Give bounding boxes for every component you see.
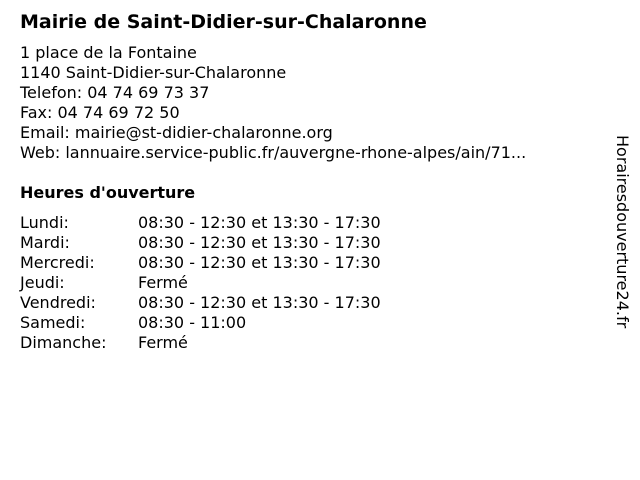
day-label: Mardi: xyxy=(20,233,70,252)
address-line-1: 1 place de la Fontaine xyxy=(20,43,197,62)
hours-heading: Heures d'ouverture xyxy=(20,183,196,202)
contact-block xyxy=(20,43,526,163)
time-value: 08:30 - 11:00 xyxy=(138,313,247,332)
hours-row-sunday xyxy=(20,333,381,353)
time-value: Fermé xyxy=(138,273,188,292)
hours-row-saturday xyxy=(20,313,381,333)
day-label: Lundi: xyxy=(20,213,69,232)
time-value: 08:30 - 12:30 et 13:30 - 17:30 xyxy=(138,213,381,232)
brand-watermark: Horairesdouverture24.fr xyxy=(613,135,632,329)
day-label: Samedi: xyxy=(20,313,86,332)
time-value: 08:30 - 12:30 et 13:30 - 17:30 xyxy=(138,293,381,312)
fax-text: Fax: 04 74 69 72 50 xyxy=(20,103,180,122)
phone-text: Telefon: 04 74 69 73 37 xyxy=(20,83,210,102)
time-value: 08:30 - 12:30 et 13:30 - 17:30 xyxy=(138,253,381,272)
day-label: Vendredi: xyxy=(20,293,96,312)
address-line-2: 1140 Saint-Didier-sur-Chalaronne xyxy=(20,63,287,82)
hours-row-monday xyxy=(20,213,381,233)
web-text: Web: lannuaire.service-public.fr/auvergne-rhone-alpes/ain/71... xyxy=(20,143,527,162)
page-title: Mairie de Saint-Didier-sur-Chalaronne xyxy=(20,11,427,33)
day-label: Dimanche: xyxy=(20,333,107,352)
hours-row-thursday xyxy=(20,273,381,293)
hours-row-tuesday xyxy=(20,233,381,253)
time-value: Fermé xyxy=(138,333,188,352)
time-value: 08:30 - 12:30 et 13:30 - 17:30 xyxy=(138,233,381,252)
hours-row-wednesday xyxy=(20,253,381,273)
hours-table xyxy=(20,213,381,353)
day-label: Jeudi: xyxy=(20,273,65,292)
email-text: Email: mairie@st-didier-chalaronne.org xyxy=(20,123,333,142)
day-label: Mercredi: xyxy=(20,253,95,272)
hours-row-friday xyxy=(20,293,381,313)
